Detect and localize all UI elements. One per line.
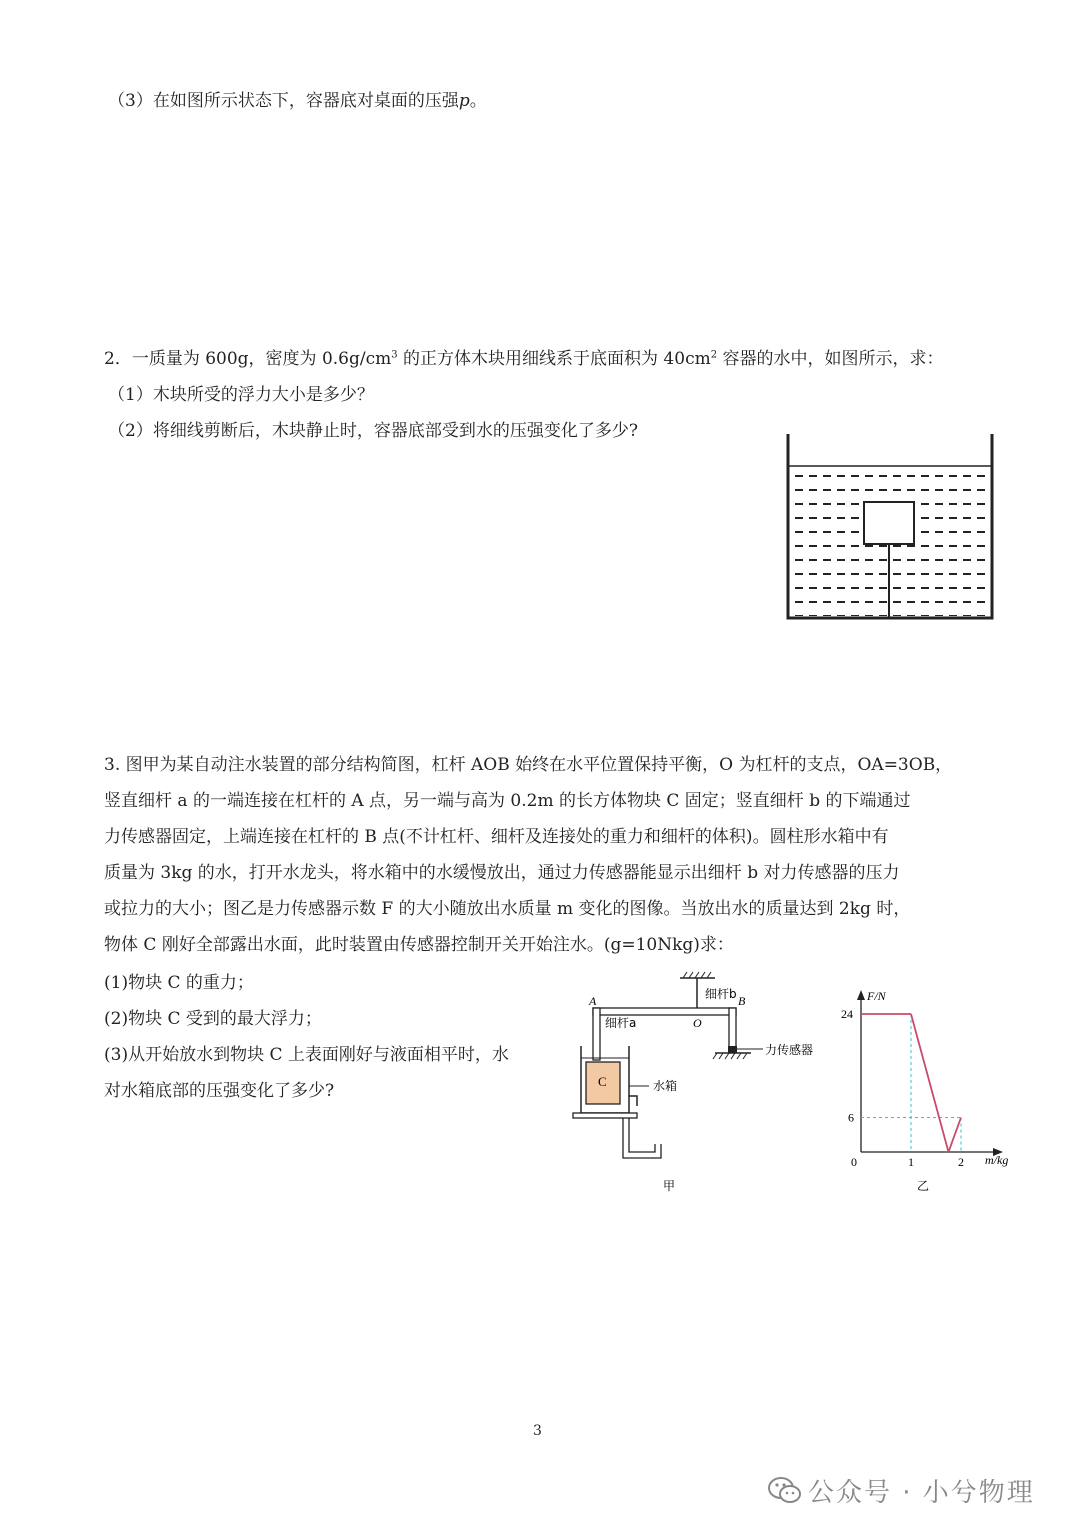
label-c: C: [598, 1074, 607, 1089]
x-tick-1: 1: [908, 1155, 914, 1169]
figure-yi-chart: [835, 980, 1035, 1200]
label-b: B: [738, 994, 746, 1008]
label-tank: 水箱: [653, 1079, 678, 1093]
wood-block: [864, 502, 914, 544]
q1-part3-text: （3）在如图所示状态下，容器底对桌面的压强p。: [108, 91, 487, 111]
force-sensor: [728, 1046, 737, 1053]
watermark-text: 公众号 · 小兮物理: [808, 1478, 1035, 1508]
y-tick-24: 24: [841, 1007, 853, 1021]
y-axis-label: F/N: [867, 989, 886, 1003]
q3-part1: (1)物块 C 的重力；: [104, 973, 254, 993]
label-rod-a: 细杆a: [605, 1016, 637, 1030]
rod-b: [729, 1008, 736, 1052]
y-axis-arrow: [857, 990, 865, 1000]
q3-part2: (2)物块 C 受到的最大浮力；: [104, 1009, 322, 1029]
rod-a: [593, 1008, 600, 1060]
q2-intro: 2．一质量为 600g，密度为 $0.6g/cm^3$ 的正方体木块用细线系于底面积为 $40cm^2$ 容器的水中，如图所示，求：: [104, 349, 944, 369]
y-tick-6: 6: [848, 1110, 854, 1125]
series-segment: [949, 1118, 962, 1153]
label-o: O: [693, 1016, 702, 1030]
q3-line1: 3. 图甲为某自动注水装置的部分结构简图，杠杆 AOB 始终在水平位置保持平衡，O 为杠杆的支点，OA=3OB，: [104, 755, 953, 775]
caption-yi: 乙: [917, 1179, 930, 1193]
x-tick-2: 2: [958, 1155, 964, 1169]
x-axis-label: m/kg: [985, 1153, 1009, 1167]
q3-line5: 或拉力的大小；图乙是力传感器示数 F 的大小随放出水质量 m 变化的图像。当放出水的质量达到 2kg 时，: [104, 899, 911, 919]
label-rod-b: 细杆b: [705, 987, 737, 1001]
caption-jia: 甲: [663, 1179, 676, 1193]
wechat-icon: [768, 1476, 802, 1506]
q2-part1: （1）木块所受的浮力大小是多少？: [108, 385, 374, 405]
q3-line6: 物体 C 刚好全部露出水面，此时装置由传感器控制开关开始注水。(g=10Nkg)求：: [104, 935, 734, 955]
q3-line4: 质量为 3kg 的水，打开水龙头，将水箱中的水缓慢放出，通过力传感器能显示出细杆 b 对力传感器的压力: [104, 863, 900, 883]
q3-line2: 竖直细杆 a 的一端连接在杠杆的 A 点，另一端与高为 0.2m 的长方体物块 C 固定；竖直细杆 b 的下端通过: [104, 791, 911, 811]
label-a: A: [589, 994, 597, 1008]
lever-aob: [593, 1008, 736, 1015]
q3-part3a: (3)从开始放水到物块 C 上表面刚好与液面相平时，水: [104, 1045, 509, 1065]
q2-container-figure: [780, 430, 1000, 625]
q3-part3b: 对水箱底部的压强变化了多少?: [104, 1081, 335, 1101]
q2-part2: （2）将细线剪断后，木块静止时，容器底部受到水的压强变化了多少?: [108, 421, 638, 441]
q3-line3: 力传感器固定，上端连接在杠杆的 B 点(不计杠杆、细杆及连接处的重力和细杆的体积)。圆柱形水箱中有: [104, 827, 889, 847]
figure-jia: [565, 968, 840, 1198]
label-sensor: 力传感器: [765, 1043, 814, 1057]
watermark: [768, 1472, 1035, 1509]
x-tick-0: 0: [851, 1155, 857, 1169]
page-number: 3: [533, 1423, 542, 1439]
series-segment: [911, 1014, 949, 1152]
